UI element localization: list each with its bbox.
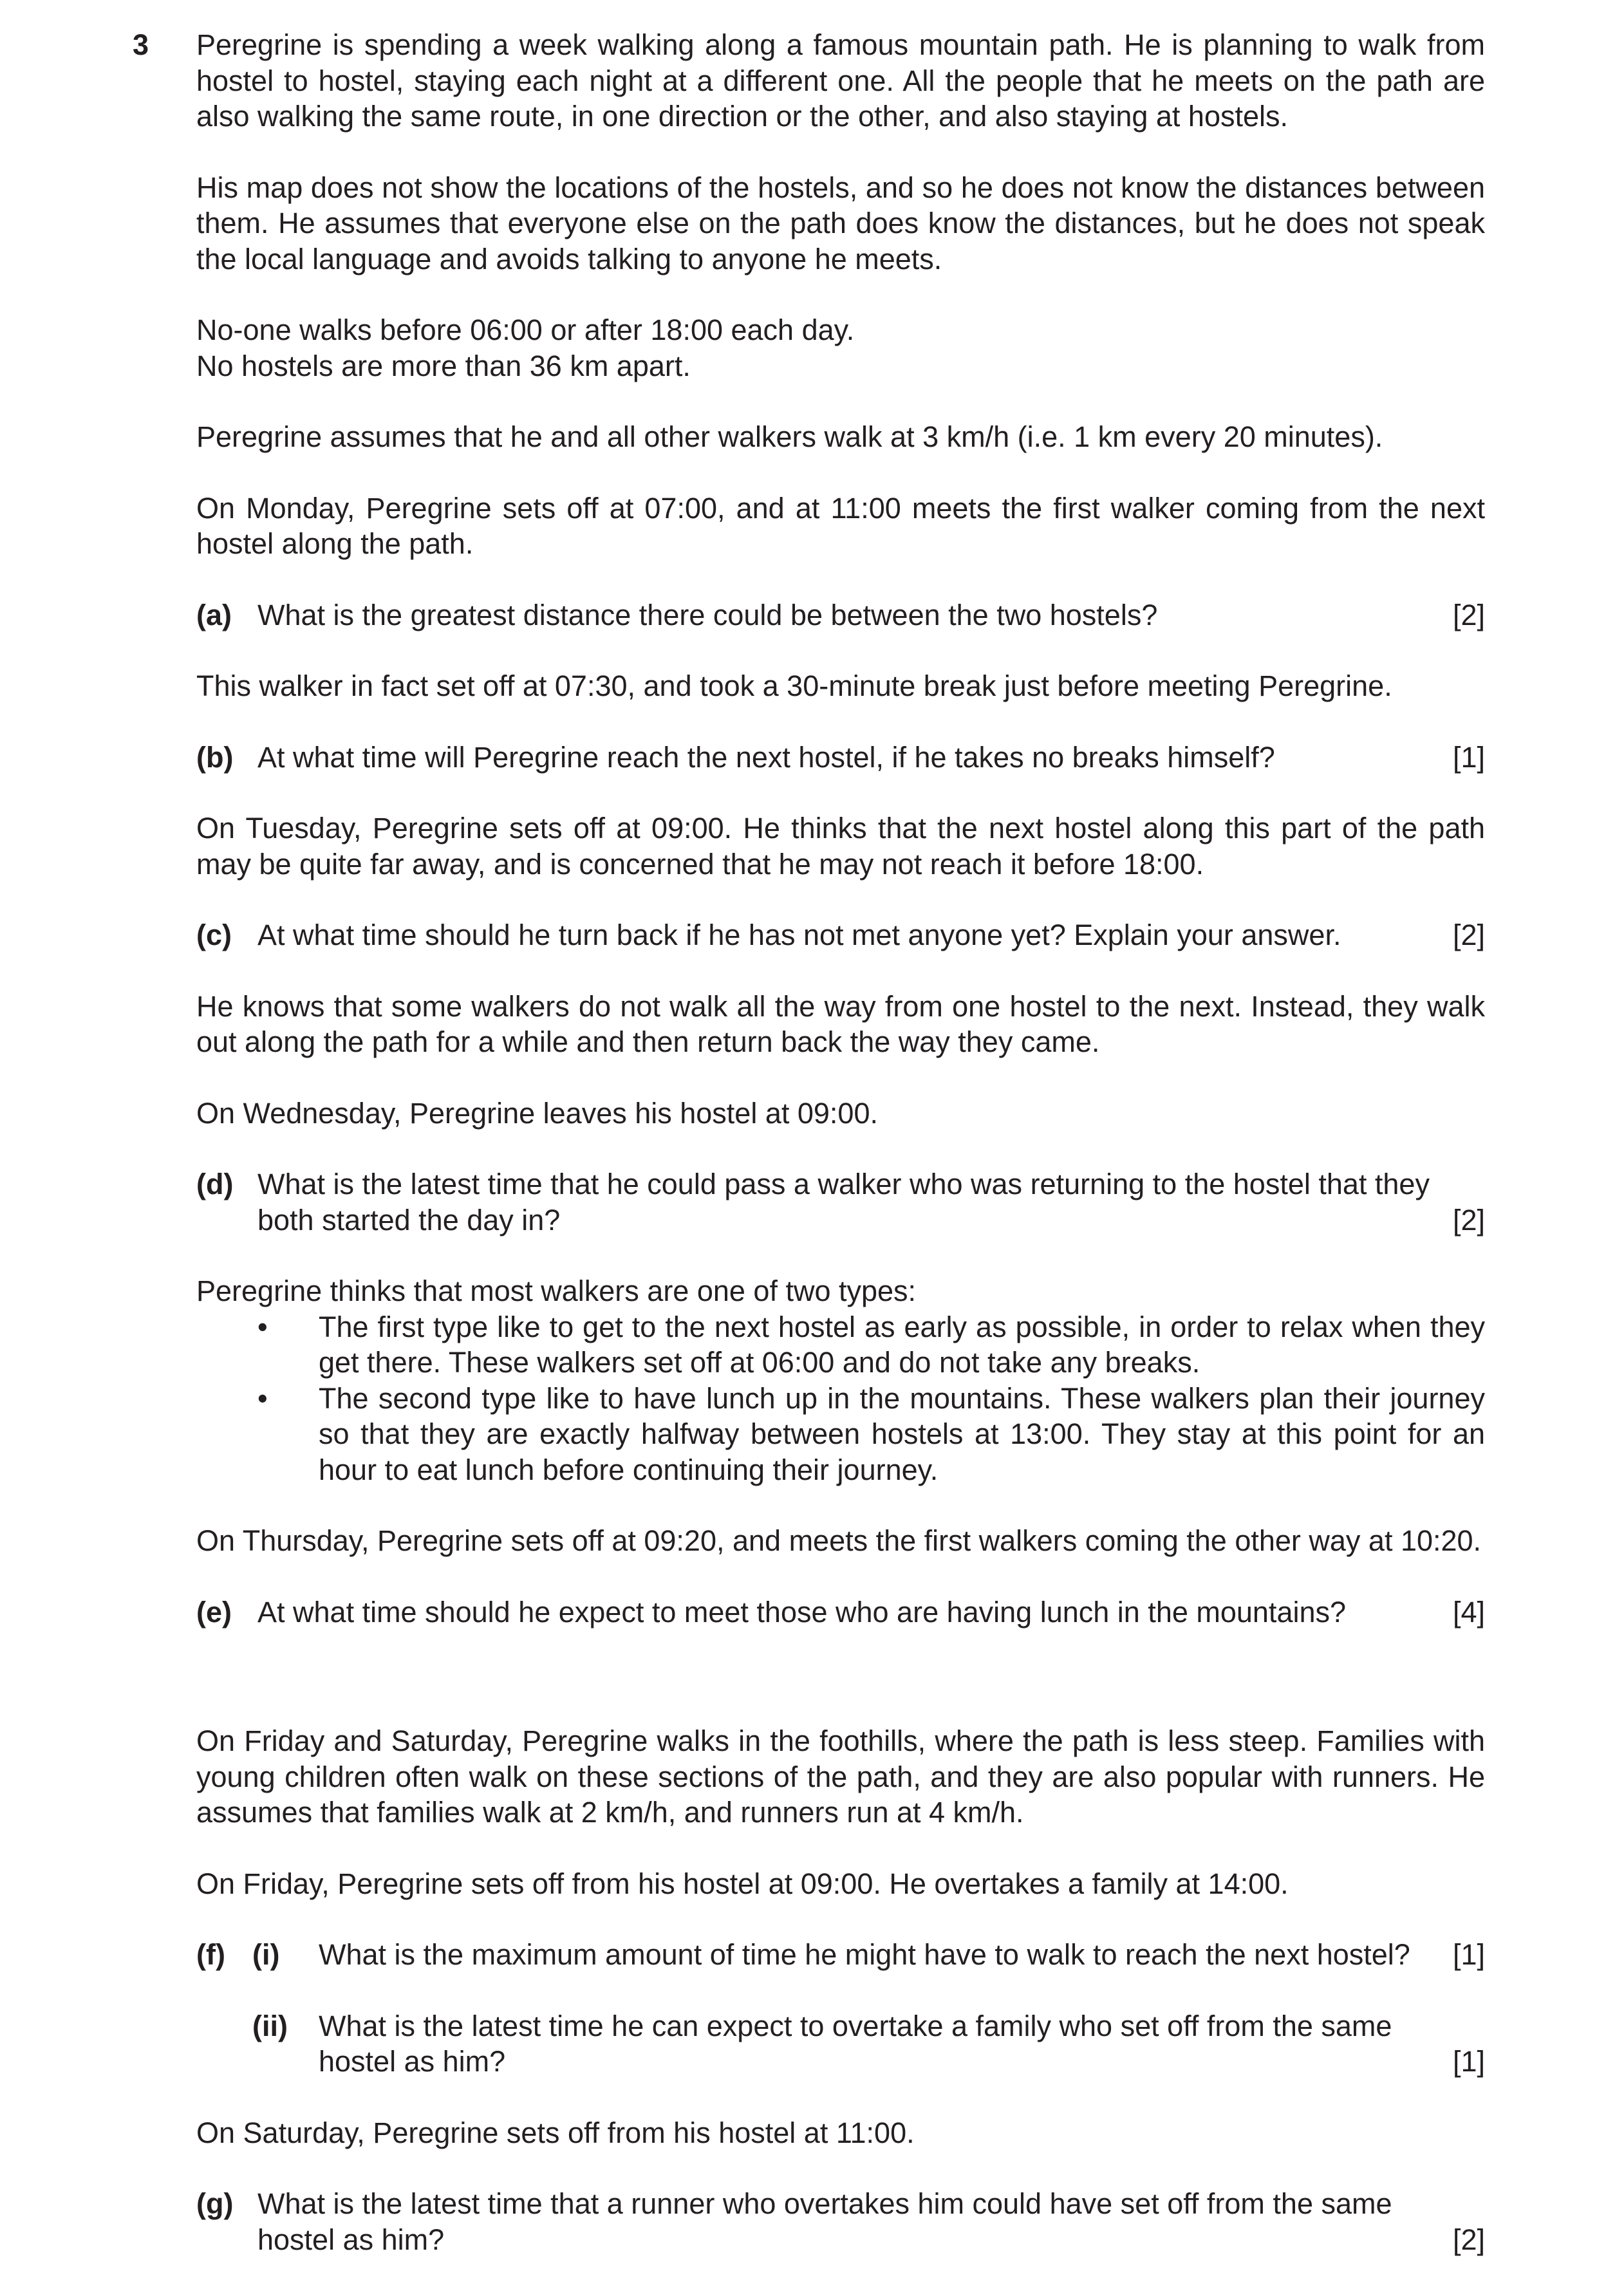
saturday-paragraph: On Saturday, Peregrine sets off from his hostel at 11:00. bbox=[196, 2116, 915, 2149]
rule-walking-hours: No-one walks before 06:00 or after 18:00 each day. bbox=[196, 313, 855, 346]
part-g bbox=[196, 2186, 1485, 2257]
part-f-ii-question-line-2: hostel as him? bbox=[319, 2045, 506, 2078]
part-e bbox=[196, 1594, 1485, 1630]
question-content bbox=[196, 27, 1485, 2293]
part-g-question-line-1: What is the latest time that a runner who overtakes him could have set off from the same bbox=[257, 2187, 1392, 2220]
part-f-ii-marks: [1] bbox=[1452, 2045, 1485, 2078]
part-d-marks: [2] bbox=[1452, 1203, 1485, 1237]
return-walkers-paragraph: He knows that some walkers do not walk all the way from one hostel to the next. Instead, they walk out along the path for a while and then return back the way they came. bbox=[196, 989, 1485, 1058]
part-f-ii-label: (ii) bbox=[252, 2009, 288, 2042]
part-e-marks: [4] bbox=[1452, 1595, 1485, 1629]
foothills-paragraph: On Friday and Saturday, Peregrine walks in the foothills, where the path is less steep. Families with young children often walk on these sections of the path, and they are also popular with runners. He assumes that families walk at 2 km/h, and runners run at 4 km/h. bbox=[196, 1724, 1485, 1829]
part-b-question: At what time will Peregrine reach the next hostel, if he takes no breaks himself? bbox=[257, 740, 1275, 774]
part-b-label: (b) bbox=[196, 740, 234, 774]
walker-type-2-text: The second type like to have lunch up in the mountains. These walkers plan their journey so that they are exactly halfway between hostels at 13:00. They stay at this point for an hour to eat lunch before continuing their journey. bbox=[319, 1381, 1485, 1486]
part-g-question-line-2: hostel as him? bbox=[257, 2223, 445, 2256]
part-d-question-line-1: What is the latest time that he could pass a walker who was returning to the hostel that they bbox=[257, 1168, 1430, 1200]
question-number: 3 bbox=[133, 28, 149, 61]
part-b bbox=[196, 740, 1485, 776]
part-f-ii bbox=[196, 2008, 1485, 2080]
part-c bbox=[196, 917, 1485, 953]
friday-paragraph: On Friday, Peregrine sets off from his hostel at 09:00. He overtakes a family at 14:00. bbox=[196, 1867, 1289, 1900]
part-a-question: What is the greatest distance there could be between the two hostels? bbox=[257, 598, 1158, 631]
walker-types-list bbox=[196, 1309, 1485, 1488]
part-f-i-marks: [1] bbox=[1452, 1938, 1485, 1971]
part-g-marks: [2] bbox=[1452, 2223, 1485, 2256]
walker-type-1 bbox=[196, 1309, 1485, 1381]
walker-type-2 bbox=[196, 1381, 1485, 1488]
part-d-question-line-2: both started the day in? bbox=[257, 1203, 561, 1237]
part-f-i-label: (i) bbox=[252, 1938, 280, 1971]
bullet-icon: • bbox=[257, 1310, 268, 1343]
part-f-label: (f) bbox=[196, 1938, 225, 1971]
part-c-label: (c) bbox=[196, 919, 232, 951]
part-a-label: (a) bbox=[196, 598, 232, 631]
part-e-label: (e) bbox=[196, 1595, 232, 1629]
part-e-question: At what time should he expect to meet those who are having lunch in the mountains? bbox=[257, 1595, 1347, 1629]
part-a-marks: [2] bbox=[1452, 598, 1485, 631]
tuesday-paragraph: On Tuesday, Peregrine sets off at 09:00. He thinks that the next hostel along this part of the path may be quite far away, and is concerned that he may not reach it before 18:00. bbox=[196, 812, 1485, 881]
monday-paragraph: On Monday, Peregrine sets off at 07:00, and at 11:00 meets the first walker coming from the next hostel along the path. bbox=[196, 491, 1485, 560]
thursday-paragraph: On Thursday, Peregrine sets off at 09:20, and meets the first walkers coming the other way at 10:20. bbox=[196, 1524, 1482, 1557]
spacer bbox=[196, 1665, 1485, 1723]
part-f-i-question: What is the maximum amount of time he might have to walk to reach the next hostel? bbox=[319, 1938, 1410, 1971]
wednesday-paragraph: On Wednesday, Peregrine leaves his hostel at 09:00. bbox=[196, 1096, 878, 1130]
part-b-marks: [1] bbox=[1452, 740, 1485, 774]
part-d bbox=[196, 1166, 1485, 1238]
rule-hostel-distance: No hostels are more than 36 km apart. bbox=[196, 349, 691, 382]
bullet-icon: • bbox=[257, 1381, 268, 1415]
part-c-marks: [2] bbox=[1452, 919, 1485, 951]
part-g-label: (g) bbox=[196, 2187, 234, 2220]
part-d-label: (d) bbox=[196, 1168, 234, 1200]
part-c-question: At what time should he turn back if he has not met anyone yet? Explain your answer. bbox=[257, 919, 1341, 951]
intro-paragraph-2: His map does not show the locations of the hostels, and so he does not know the distances between them. He assumes that everyone else on the path does know the distances, but he does not speak the local language and avoids talking to anyone he meets. bbox=[196, 171, 1485, 275]
intro-paragraph-1: Peregrine is spending a week walking along a famous mountain path. He is planning to walk from hostel to hostel, staying each night at a different one. All the people that he meets on the path are also walking the same route, in one direction or the other, and also staying at hostels. bbox=[196, 28, 1485, 133]
speed-assumption: Peregrine assumes that he and all other walkers walk at 3 km/h (i.e. 1 km every 20 minutes). bbox=[196, 420, 1383, 453]
part-f-i bbox=[196, 1937, 1485, 1973]
walker-type-1-text: The first type like to get to the next hostel as early as possible, in order to relax when they get there. These walkers set off at 06:00 and do not take any breaks. bbox=[319, 1310, 1485, 1379]
part-f-ii-question-line-1: What is the latest time he can expect to overtake a family who set off from the same bbox=[319, 2009, 1392, 2042]
walker-types-intro: Peregrine thinks that most walkers are one of two types: bbox=[196, 1274, 917, 1307]
part-a bbox=[196, 597, 1485, 633]
walker-info: This walker in fact set off at 07:30, and took a 30-minute break just before meeting Peregrine. bbox=[196, 669, 1392, 702]
